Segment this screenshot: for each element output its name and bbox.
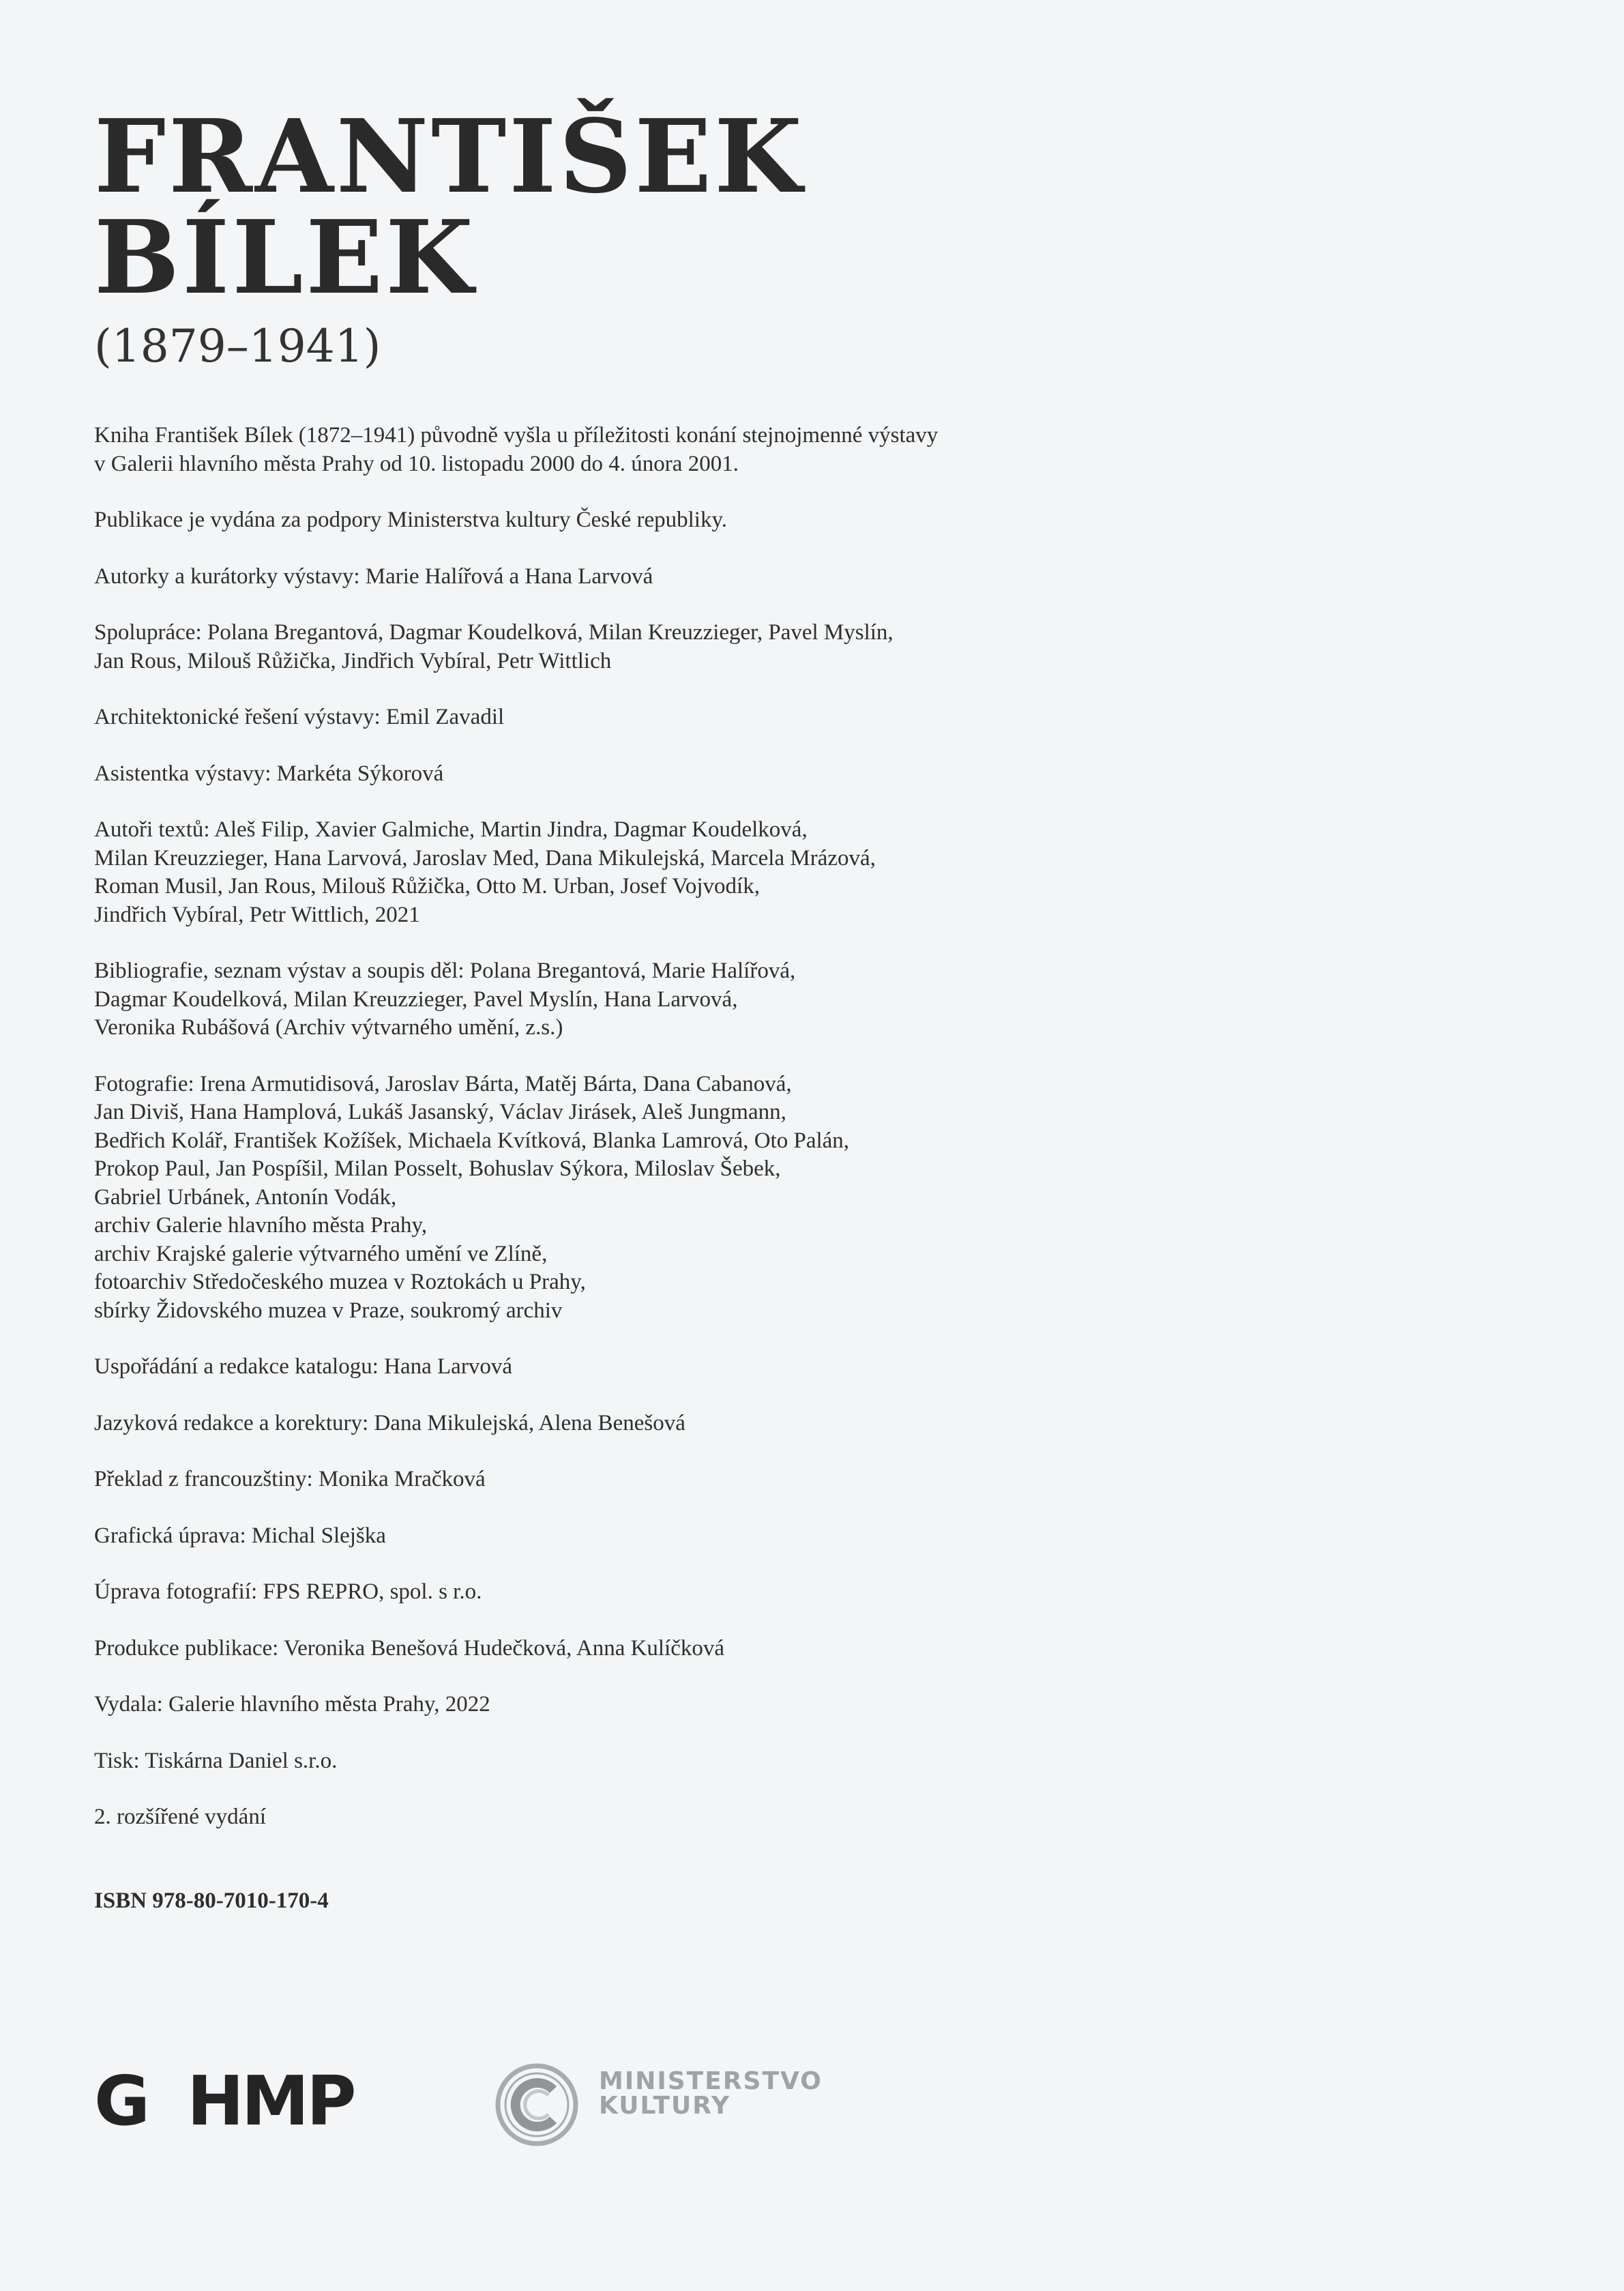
colophon-translation: Překlad z francouzštiny: Monika Mračková bbox=[94, 1467, 486, 1491]
ministry-of-culture-wordmark bbox=[599, 2069, 823, 2118]
colophon-bibliography: Bibliografie, seznam výstav a soupis děl: Polana Bregantová, Marie Halířová, Dagmar Koudelková, Milan Kreuzzieger, Pavel Myslín, Hana Larvová, Veronika Rubášová (Archiv výtvarného umění, z.s.) bbox=[94, 959, 796, 1040]
colophon-photography: Fotografie: Irena Armutidisová, Jaroslav Bárta, Matěj Bárta, Dana Cabanová, Jan Diviš, Hana Hamplová, Lukáš Jasanský, Václav Jirásek, Aleš Jungmann, Bedřich Kolář, František Kožíšek, Michaela Kvítková, Blanka Lamrová, Oto Palán, Prokop Paul, Jan Pospíšil, Milan Posselt, Bohuslav Sýkora, Miloslav Šebek, Gabriel Urbánek, Antonín Vodák, archiv Galerie hlavního města Prahy, archiv Krajské galerie výtvarného umění ve Zlíně, fotoarchiv Středočeského muzea v Roztokách u Prahy, sbírky Židovského muzea v Praze, soukromý archiv bbox=[94, 1071, 850, 1323]
title-years: (1879–1941) bbox=[94, 320, 381, 373]
colophon-origin: Kniha František Bílek (1872–1941) původně vyšla u příležitosti konání stejnojmenné výstavy v Galerii hlavního města Prahy od 10. listopadu 2000 do 4. února 2001. bbox=[94, 423, 939, 476]
colophon-text-authors: Autoři textů: Aleš Filip, Xavier Galmiche, Martin Jindra, Dagmar Koudelková, Milan Kreuzzieger, Hana Larvová, Jaroslav Med, Dana Mikulejská, Marcela Mrázová, Roman Musil, Jan Rous, Milouš Růžička, Otto M. Urban, Josef Vojvodík, Jindřich Vybíral, Petr Wittlich, 2021 bbox=[94, 817, 876, 927]
logos-row bbox=[94, 2061, 913, 2141]
colophon-printer: Tisk: Tiskárna Daniel s.r.o. bbox=[94, 1748, 338, 1773]
colophon-production: Produkce publikace: Veronika Benešová Hudečková, Anna Kulíčková bbox=[94, 1635, 725, 1661]
ministry-of-culture-logo-icon bbox=[494, 2062, 579, 2147]
title-line-1: FRANTIŠEK bbox=[94, 97, 805, 216]
book-title bbox=[94, 97, 805, 317]
colophon-photo-editing: Úprava fotografií: FPS REPRO, spol. s r.o. bbox=[94, 1579, 482, 1604]
ministry-wordmark-line-1: MINISTERSTVO bbox=[599, 2067, 823, 2095]
ghmp-logo bbox=[94, 2061, 354, 2141]
title-line-2: BÍLEK bbox=[94, 198, 476, 317]
colophon-edition: 2. rozšířené vydání bbox=[94, 1805, 266, 1829]
colophon-architecture: Architektonické řešení výstavy: Emil Zavadil bbox=[94, 705, 505, 729]
ghmp-logo-g: G bbox=[94, 2061, 148, 2141]
colophon-assistant: Asistentka výstavy: Markéta Sýkorová bbox=[94, 761, 444, 786]
ministry-wordmark-line-2: KULTURY bbox=[599, 2092, 731, 2120]
colophon-proofreading: Jazyková redakce a korektury: Dana Mikulejská, Alena Benešová bbox=[94, 1410, 685, 1435]
colophon-publisher: Vydala: Galerie hlavního města Prahy, 2022 bbox=[94, 1692, 490, 1717]
colophon-collaboration: Spolupráce: Polana Bregantová, Dagmar Koudelková, Milan Kreuzzieger, Pavel Myslín, Jan Rous, Milouš Růžička, Jindřich Vybíral, Petr Wittlich bbox=[94, 620, 894, 673]
colophon-text bbox=[94, 422, 1117, 1943]
ghmp-logo-hmp: HMP bbox=[187, 2061, 354, 2141]
isbn: ISBN 978-80-7010-170-4 bbox=[94, 1888, 329, 1913]
colophon-curators: Autorky a kurátorky výstavy: Marie Halířová a Hana Larvová bbox=[94, 564, 653, 589]
colophon-editing: Uspořádání a redakce katalogu: Hana Larvová bbox=[94, 1354, 512, 1379]
colophon-support: Publikace je vydána za podpory Ministerstva kultury České republiky. bbox=[94, 508, 728, 532]
colophon-graphic-design: Grafická úprava: Michal Slejška bbox=[94, 1523, 386, 1548]
